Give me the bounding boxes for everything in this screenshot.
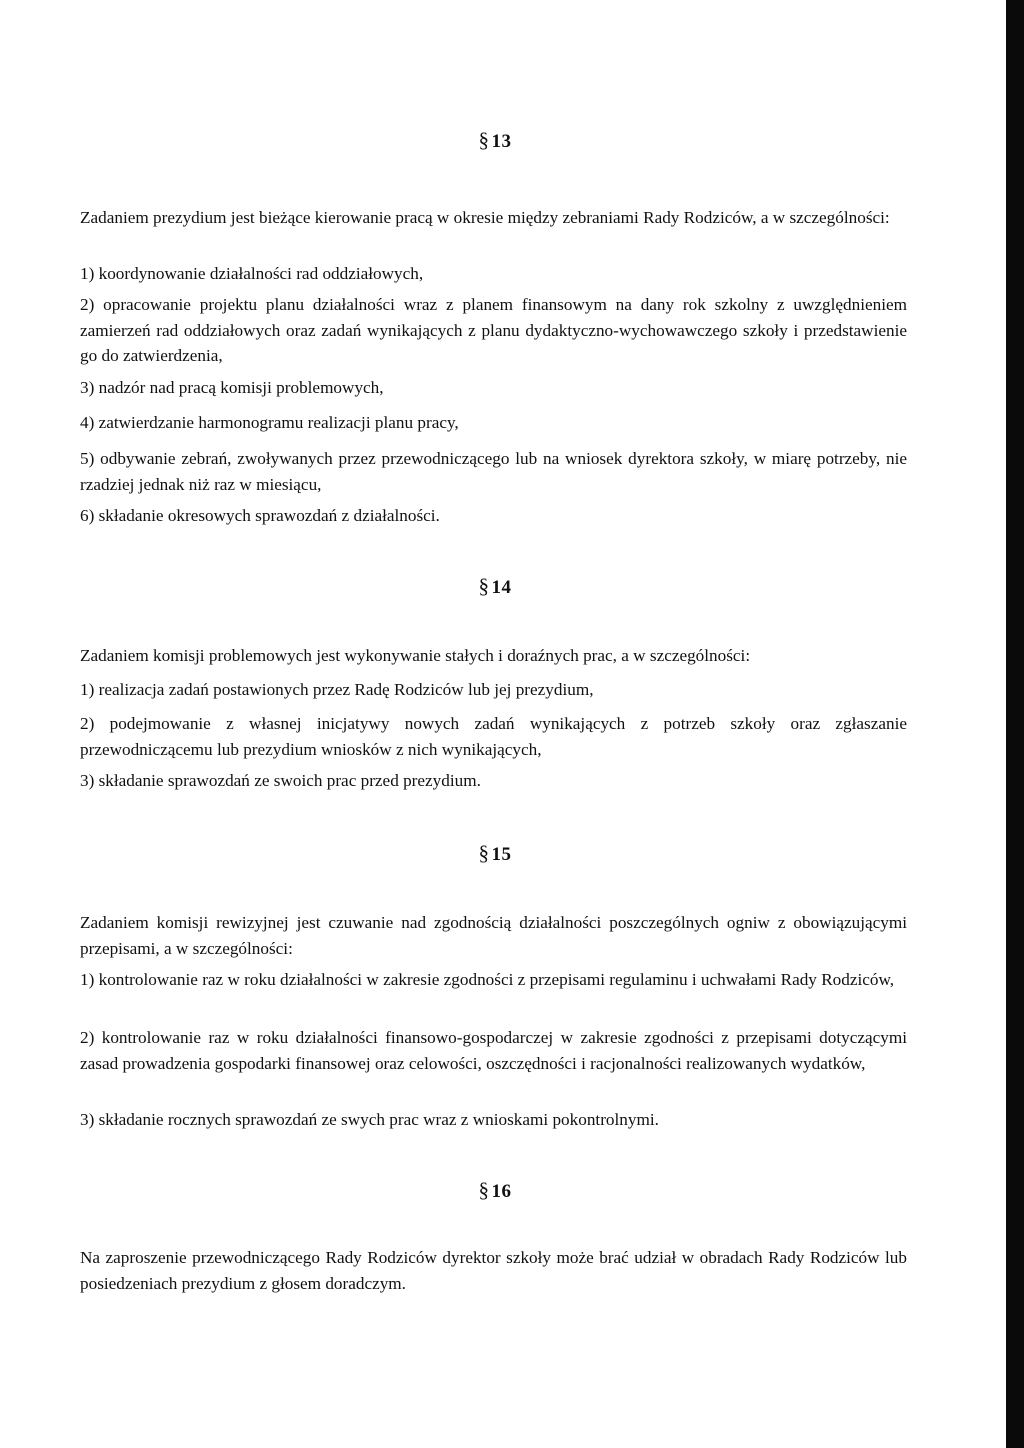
section-15-item-1: 1) kontrolowanie raz w roku działalności w zakresie zgodności z przepisami regulaminu i uchwałami Rady Rodziców,: [80, 970, 895, 989]
section-14-item-2: 2) podejmowanie z własnej inicjatywy nowych zadań wynikających z potrzeb szkoły oraz zgłaszanie przewodniczącemu lub prezydium wniosków z nich wynikających,: [80, 714, 907, 759]
section-13-number: 13: [491, 131, 512, 152]
section-14-intro: Zadaniem komisji problemowych jest wykonywanie stałych i doraźnych prac, a w szczególności:: [80, 646, 751, 665]
section-15-number: 15: [491, 844, 512, 865]
paragraph-sign-icon: §: [478, 841, 490, 865]
section-16-intro: Na zaproszenie przewodniczącego Rady Rodziców dyrektor szkoły może brać udział w obradach Rady Rodziców lub posiedzeniach prezydium z głosem doradczym.: [80, 1248, 907, 1293]
scan-edge-border: [1006, 0, 1024, 1448]
section-13-item-5: 5) odbywanie zebrań, zwoływanych przez przewodniczącego lub na wniosek dyrektora szkoły, w miarę potrzeby, nie rzadziej jednak niż raz w miesiącu,: [80, 449, 907, 494]
section-15-item-2: 2) kontrolowanie raz w roku działalności finansowo-gospodarczej w zakresie zgodności z przepisami dotyczącymi zasad prowadzenia gospodarki finansowej oraz celowości, oszczędności i racjonalności realizowanych wydatków,: [80, 1028, 907, 1073]
section-16-number: 16: [491, 1181, 512, 1202]
section-14-item-1: 1) realizacja zadań postawionych przez Radę Rodziców lub jej prezydium,: [80, 680, 594, 699]
section-15-intro: Zadaniem komisji rewizyjnej jest czuwanie nad zgodnością działalności poszczególnych ogniw z obowiązującymi przepisami, a w szczególności:: [80, 913, 907, 958]
section-13-item-6: 6) składanie okresowych sprawozdań z działalności.: [80, 506, 440, 525]
section-13-item-2: 2) opracowanie projektu planu działalności wraz z planem finansowym na dany rok szkolny z uwzględnieniem zamierzeń rad oddziałowych oraz zadań wynikających z planu dydaktyczno-wychowawczego szkoły i przedstawienie go do zatwierdzenia,: [80, 295, 907, 365]
paragraph-sign-icon: §: [478, 574, 490, 598]
section-15-heading: [0, 841, 990, 866]
paragraph-sign-icon: §: [478, 1178, 490, 1202]
section-13-item-1: 1) koordynowanie działalności rad oddziałowych,: [80, 264, 424, 283]
section-13-item-4: 4) zatwierdzanie harmonogramu realizacji planu pracy,: [80, 413, 459, 432]
paragraph-sign-icon: §: [478, 128, 490, 152]
section-14-number: 14: [491, 577, 512, 598]
section-15-item-3: 3) składanie rocznych sprawozdań ze swych prac wraz z wnioskami pokontrolnymi.: [80, 1110, 659, 1129]
section-13-item-3: 3) nadzór nad pracą komisji problemowych,: [80, 378, 384, 397]
section-14-item-3: 3) składanie sprawozdań ze swoich prac przed prezydium.: [80, 771, 481, 790]
section-13-intro: Zadaniem prezydium jest bieżące kierowanie pracą w okresie między zebraniami Rady Rodziców, a w szczególności:: [80, 208, 890, 227]
section-14-heading: [0, 574, 990, 599]
section-16-heading: [0, 1178, 990, 1203]
section-13-heading: [0, 128, 990, 153]
